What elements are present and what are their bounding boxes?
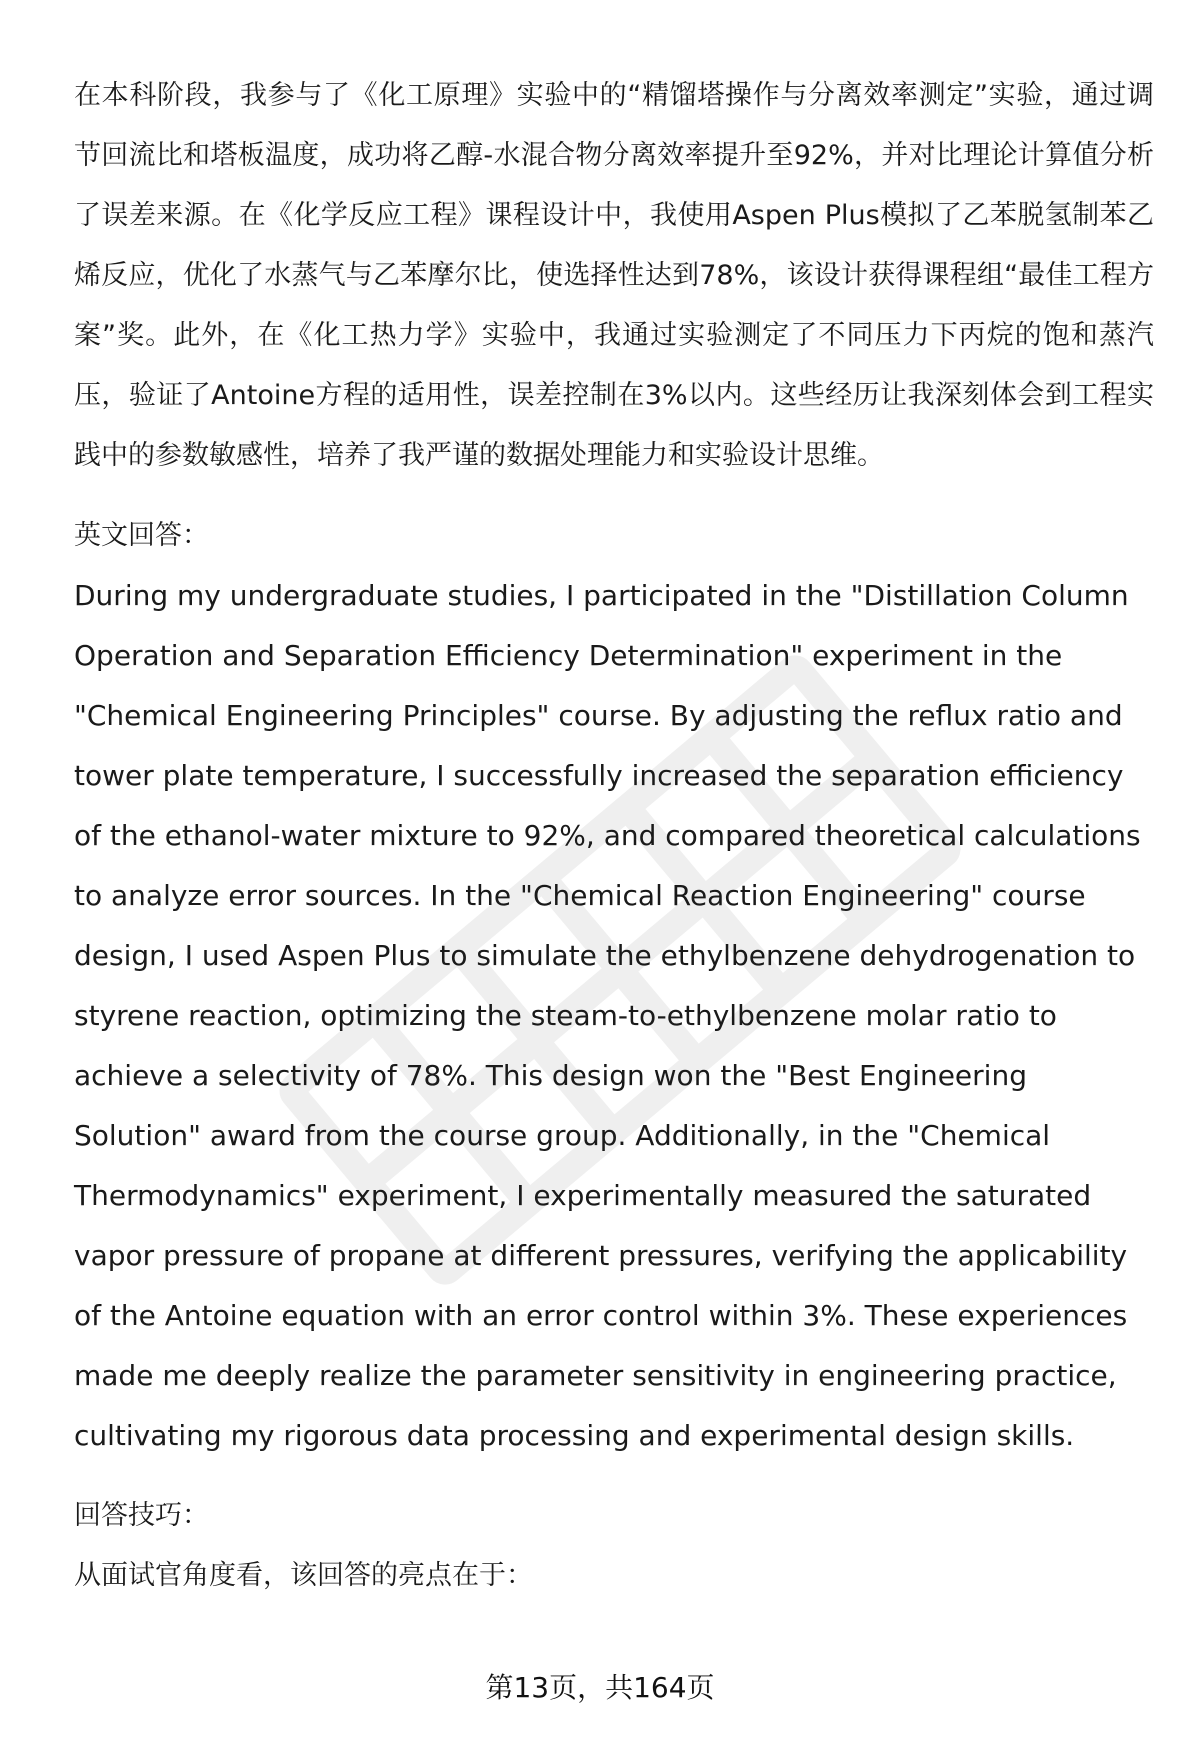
document-body <box>74 66 1154 1606</box>
page-number: 第13页，共164页 <box>485 1671 715 1704</box>
chinese-answer-paragraph: 在本科阶段，我参与了《化工原理》实验中的“精馏塔操作与分离效率测定”实验，通过调节回流比和塔板温度，成功将乙醇-水混合物分离效率提升至92%，并对比理论计算值分析了误差来源。在《化学反应工程》课程设计中，我使用Aspen Plus模拟了乙苯脱氢制苯乙烯反应，优化了水蒸气与乙苯摩尔比，使选择性达到78%，该设计获得课程组“最佳工程方案”奖。此外，在《化工热力学》实验中，我通过实验测定了不同压力下丙烷的饱和蒸汽压，验证了Antoine方程的适用性，误差控制在3%以内。这些经历让我深刻体会到工程实践中的参数敏感性，培养了我严谨的数据处理能力和实验设计思维。 <box>74 80 1154 471</box>
tips-intro: 从面试官角度看，该回答的亮点在于： <box>74 1560 533 1591</box>
english-answer-heading: 英文回答： <box>74 520 209 551</box>
english-answer-paragraph: During my undergraduate studies, I participated in the "Distillation Column Operation and Separation Efficiency Determination" experiment in the "Chemical Engineering Principles" course. By adjusting the reflux ratio and tower plate temperature, I successfully increased the separation efficiency of the ethanol-water mixture to 92%, and compared theoretical calculations to analyze error sources. In the "Chemical Reaction Engineering" course design, I used Aspen Plus to simulate the ethylbenzene dehydrogenation to styrene reaction, optimizing the steam-to-ethylbenzene molar ratio to achieve a selectivity of 78%. This design won the "Best Engineering Solution" award from the course group. Additionally, in the "Chemical Thermodynamics" experiment, I experimentally measured the saturated vapor pressure of propane at different pressures, verifying the applicability of the Antoine equation with an error control within 3%. These experiences made me deeply realize the parameter sensitivity in engineering practice, cultivating my rigorous data processing and experimental design skills. <box>74 579 1141 1452</box>
tips-heading: 回答技巧： <box>74 1500 209 1531</box>
